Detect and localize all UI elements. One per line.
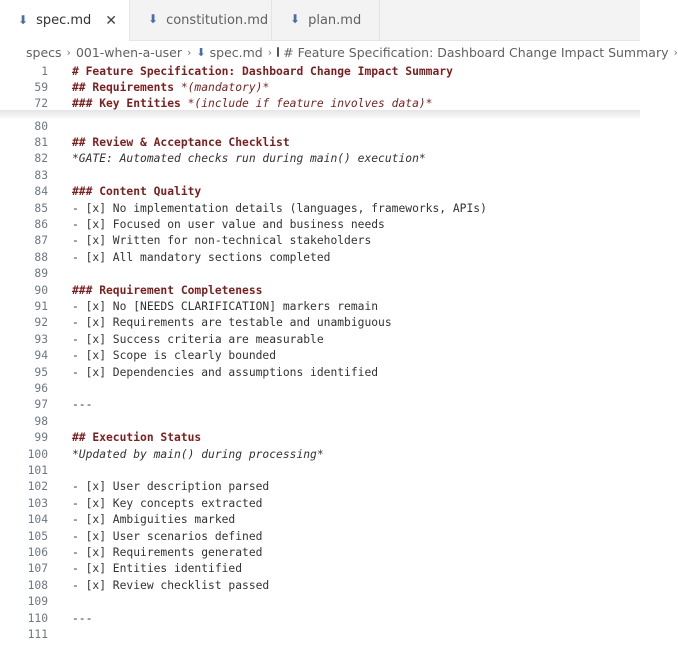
line-number: 97 [34,398,48,412]
heading-symbol-icon [277,47,279,57]
line-text: *GATE: Automated checks run during main() execution* [72,152,426,166]
breadcrumb-item-file[interactable]: spec.md [209,44,263,60]
line-number: 81 [34,135,48,149]
editor-line[interactable] [0,577,640,593]
breadcrumb-item-heading[interactable]: # Feature Specification: Dashboard Change Impact Summary [283,44,669,60]
tab-bar [0,0,640,41]
editor-line[interactable] [0,249,640,265]
line-number: 94 [34,349,48,363]
editor-line[interactable] [0,348,640,364]
line-text: ## Execution Status [72,431,202,445]
editor-line[interactable] [0,462,640,478]
editor-line[interactable] [0,200,640,216]
editor-line[interactable] [0,380,640,396]
editor-line[interactable] [0,446,640,462]
line-number: 106 [27,545,48,559]
line-text: - [x] Requirements generated [72,545,263,559]
editor-line[interactable] [0,430,640,446]
editor-line[interactable] [0,331,640,347]
sticky-line[interactable] [0,63,640,79]
editor-line[interactable] [0,413,640,429]
line-number: 105 [27,529,48,543]
editor-line[interactable] [0,479,640,495]
line-text: ## Requirements *(mandatory)* [72,80,270,94]
editor-line[interactable] [0,594,640,610]
line-number: 90 [34,283,48,297]
editor-line[interactable] [0,184,640,200]
line-text: - [x] Focused on user value and business needs [72,217,385,231]
line-text: ### Content Quality [72,185,202,199]
tab-label: spec.md [36,13,92,28]
breadcrumb-item-folder[interactable]: 001-when-a-user [75,44,183,60]
line-text: - [x] Review checklist passed [72,578,270,592]
line-number: 91 [34,299,48,313]
editor-line[interactable] [0,315,640,331]
line-text: - [x] Success criteria are measurable [72,332,324,346]
editor-line[interactable] [0,282,640,298]
line-text: - [x] All mandatory sections completed [72,250,331,264]
line-text: # Feature Specification: Dashboard Change Impact Summary [72,64,453,78]
editor-line[interactable] [0,561,640,577]
chevron-right-icon: › [673,45,678,59]
line-number: 108 [27,578,48,592]
editor-line[interactable] [0,266,640,282]
line-number: 102 [27,480,48,494]
line-text: - [x] Requirements are testable and unambiguous [72,316,392,330]
editor-line[interactable] [0,118,640,134]
tab-label: constitution.md [166,12,269,28]
line-number: 82 [34,152,48,166]
tab-label: plan.md [308,12,362,28]
line-number: 104 [27,513,48,527]
tab-constitution-md[interactable] [130,0,272,40]
line-number: 93 [34,332,48,346]
editor-line[interactable] [0,151,640,167]
chevron-right-icon: › [267,45,273,59]
line-number: 101 [27,463,48,477]
line-number: 98 [34,414,48,428]
editor-line[interactable] [0,512,640,528]
line-text: --- [72,398,93,412]
markdown-arrow-icon: ⬇ [148,12,159,26]
line-text: --- [72,611,93,625]
markdown-arrow-icon: ⬇ [290,12,301,26]
line-number: 96 [34,381,48,395]
editor-line[interactable] [0,397,640,413]
line-text: *Updated by main() during processing* [72,447,324,461]
line-number: 1 [41,64,48,78]
line-text: - [x] No [NEEDS CLARIFICATION] markers remain [72,299,379,313]
line-number: 87 [34,234,48,248]
editor-line[interactable] [0,610,640,626]
sticky-line[interactable] [0,79,640,95]
editor-line[interactable] [0,167,640,183]
editor-line[interactable] [0,298,640,314]
line-number: 107 [27,562,48,576]
line-text: ## Review & Acceptance Checklist [72,135,290,149]
breadcrumb [0,41,678,63]
tab-spec-md[interactable] [0,0,130,41]
line-text: ### Key Entities *(include if feature involves data)* [72,96,433,110]
line-number: 99 [34,431,48,445]
editor-line[interactable] [0,528,640,544]
line-text: - [x] Key concepts extracted [72,496,263,510]
markdown-arrow-icon: ⬇ [196,45,206,59]
line-number: 86 [34,217,48,231]
sticky-line[interactable] [0,95,640,111]
line-number: 111 [27,627,48,641]
line-number: 92 [34,316,48,330]
chevron-right-icon: › [66,45,71,59]
line-text: - [x] User scenarios defined [72,529,263,543]
line-text: - [x] Entities identified [72,562,243,576]
line-text: ### Requirement Completeness [72,283,263,297]
line-number: 110 [27,611,48,625]
line-number: 88 [34,250,48,264]
line-text: - [x] User description parsed [72,480,270,494]
line-number: 103 [27,496,48,510]
breadcrumb-item-specs[interactable]: specs [26,44,62,60]
line-number: 109 [27,595,48,609]
line-text: - [x] Ambiguities marked [72,513,236,527]
line-number: 84 [34,185,48,199]
close-icon[interactable]: ✕ [105,12,118,29]
line-number: 95 [34,365,48,379]
line-text: - [x] Dependencies and assumptions identified [72,365,379,379]
line-number: 85 [34,201,48,215]
line-number: 89 [34,267,48,281]
chevron-right-icon: › [187,45,192,59]
line-number: 72 [34,96,48,110]
line-number: 100 [27,447,48,461]
line-text: - [x] No implementation details (languages, frameworks, APIs) [72,201,487,215]
line-text: - [x] Written for non-technical stakeholders [72,234,372,248]
markdown-arrow-icon: ⬇ [18,12,29,27]
editor-line[interactable] [0,216,640,232]
editor-line[interactable] [0,544,640,560]
line-number: 83 [34,168,48,182]
tab-plan-md[interactable] [272,0,380,40]
editor-line[interactable] [0,233,640,249]
editor-line[interactable] [0,495,640,511]
line-number: 59 [34,80,48,94]
editor-line[interactable] [0,626,640,642]
line-text: - [x] Scope is clearly bounded [72,349,277,363]
sticky-scroll-header [0,63,640,111]
editor-line[interactable] [0,134,640,150]
line-number: 80 [34,119,48,133]
editor-line[interactable] [0,364,640,380]
